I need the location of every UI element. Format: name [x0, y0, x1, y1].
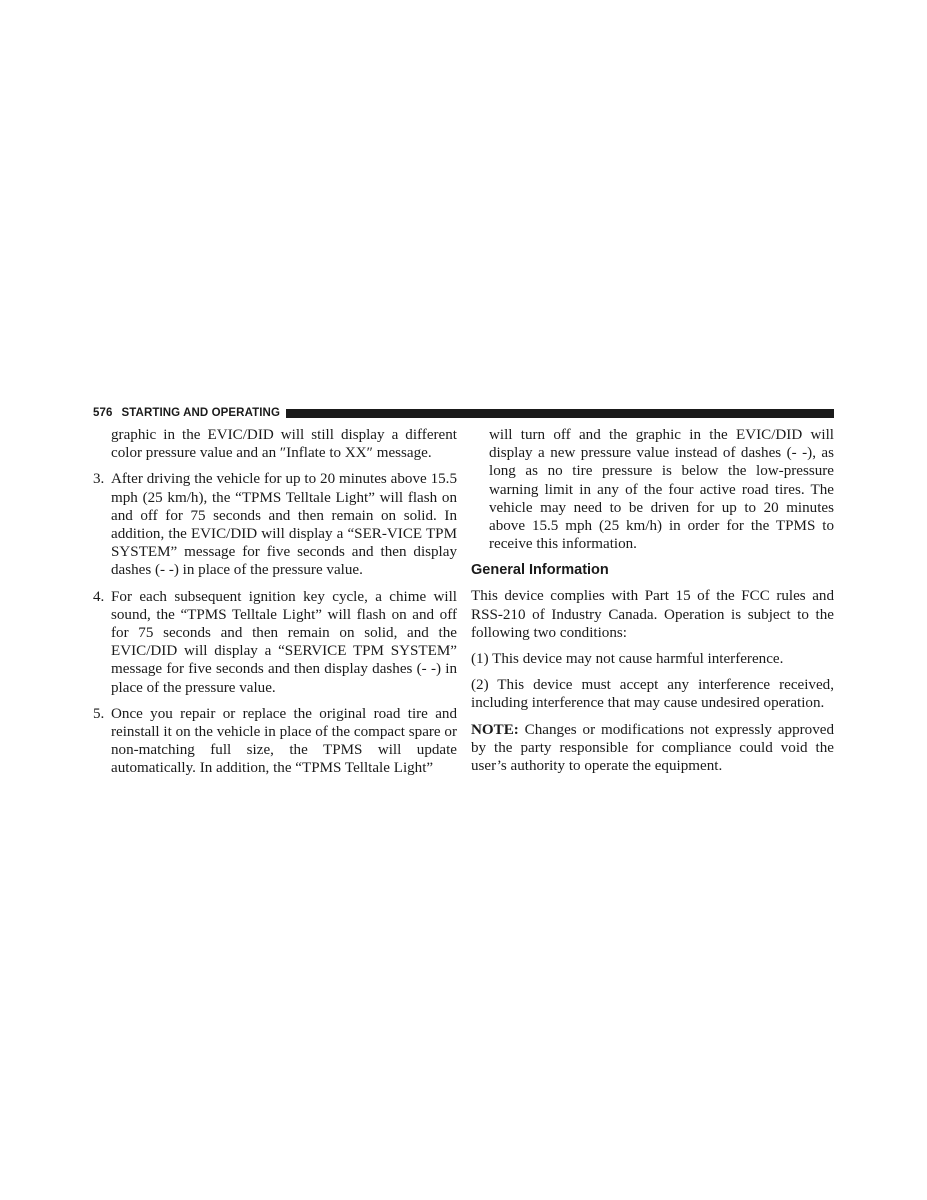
continued-paragraph: will turn off and the graphic in the EVIC/DID will display a new pressure value instead of dashes (- -), as long as no tire pressure is below the low-pressure warning limit in any of the four active road tires. The vehicle may need to be driven for up to 20 minutes above 15.5 mph (25 km/h) in order for the TPMS to receive this information. [489, 427, 834, 553]
page-number: 576 [93, 407, 113, 419]
list-item-text: After driving the vehicle for up to 20 minutes above 15.5 mph (25 km/h), the “TPMS Telltale Light” will flash on and off for 75 seconds and then remain on solid. In addition, the EVIC/DID will display a “SER-VICE TPM SYSTEM” message for five seconds and then display dashes (- -) in place of the pressure value. [111, 471, 457, 579]
list-item-text: Once you repair or replace the original road tire and reinstall it on the vehicle in place of the compact spare or non-matching full size, the TPMS will update automatically. In addition, the “TPMS Telltale Light” [111, 705, 457, 777]
list-item [93, 705, 457, 778]
fcc-paragraph: This device complies with Part 15 of the FCC rules and RSS-210 of Industry Canada. Operation is subject to the following two conditions: [471, 588, 834, 641]
note-label: NOTE: [471, 721, 519, 738]
condition-two: (2) This device must accept any interference received, including interference that may cause undesired operation. [471, 677, 834, 712]
left-column [93, 426, 457, 778]
continued-paragraph: graphic in the EVIC/DID will still display a different color pressure value and an ″Inflate to XX″ message. [111, 427, 457, 462]
note-paragraph [471, 721, 834, 776]
list-item-number: 5. [93, 705, 105, 722]
list-item-text: For each subsequent ignition key cycle, a chime will sound, the “TPMS Telltale Light” will flash on and off for 75 seconds and then remain on solid, and the EVIC/DID will display a “SERVICE TPM SYSTEM” message for five seconds and then display dashes (- -) in place of the pressure value. [111, 588, 457, 696]
list-item-number: 4. [93, 588, 105, 605]
page-header [93, 405, 834, 421]
list-item [93, 588, 457, 697]
right-column [471, 426, 834, 775]
list-item-number: 3. [93, 471, 105, 488]
list-item [93, 470, 457, 579]
section-heading: General Information [471, 562, 609, 579]
condition-one: (1) This device may not cause harmful interference. [471, 651, 784, 668]
note-text: Changes or modifications not expressly approved by the party responsible for compliance could void the user’s authority to operate the equipment. [471, 721, 834, 775]
section-title: STARTING AND OPERATING [121, 407, 281, 419]
header-rule [286, 409, 834, 418]
